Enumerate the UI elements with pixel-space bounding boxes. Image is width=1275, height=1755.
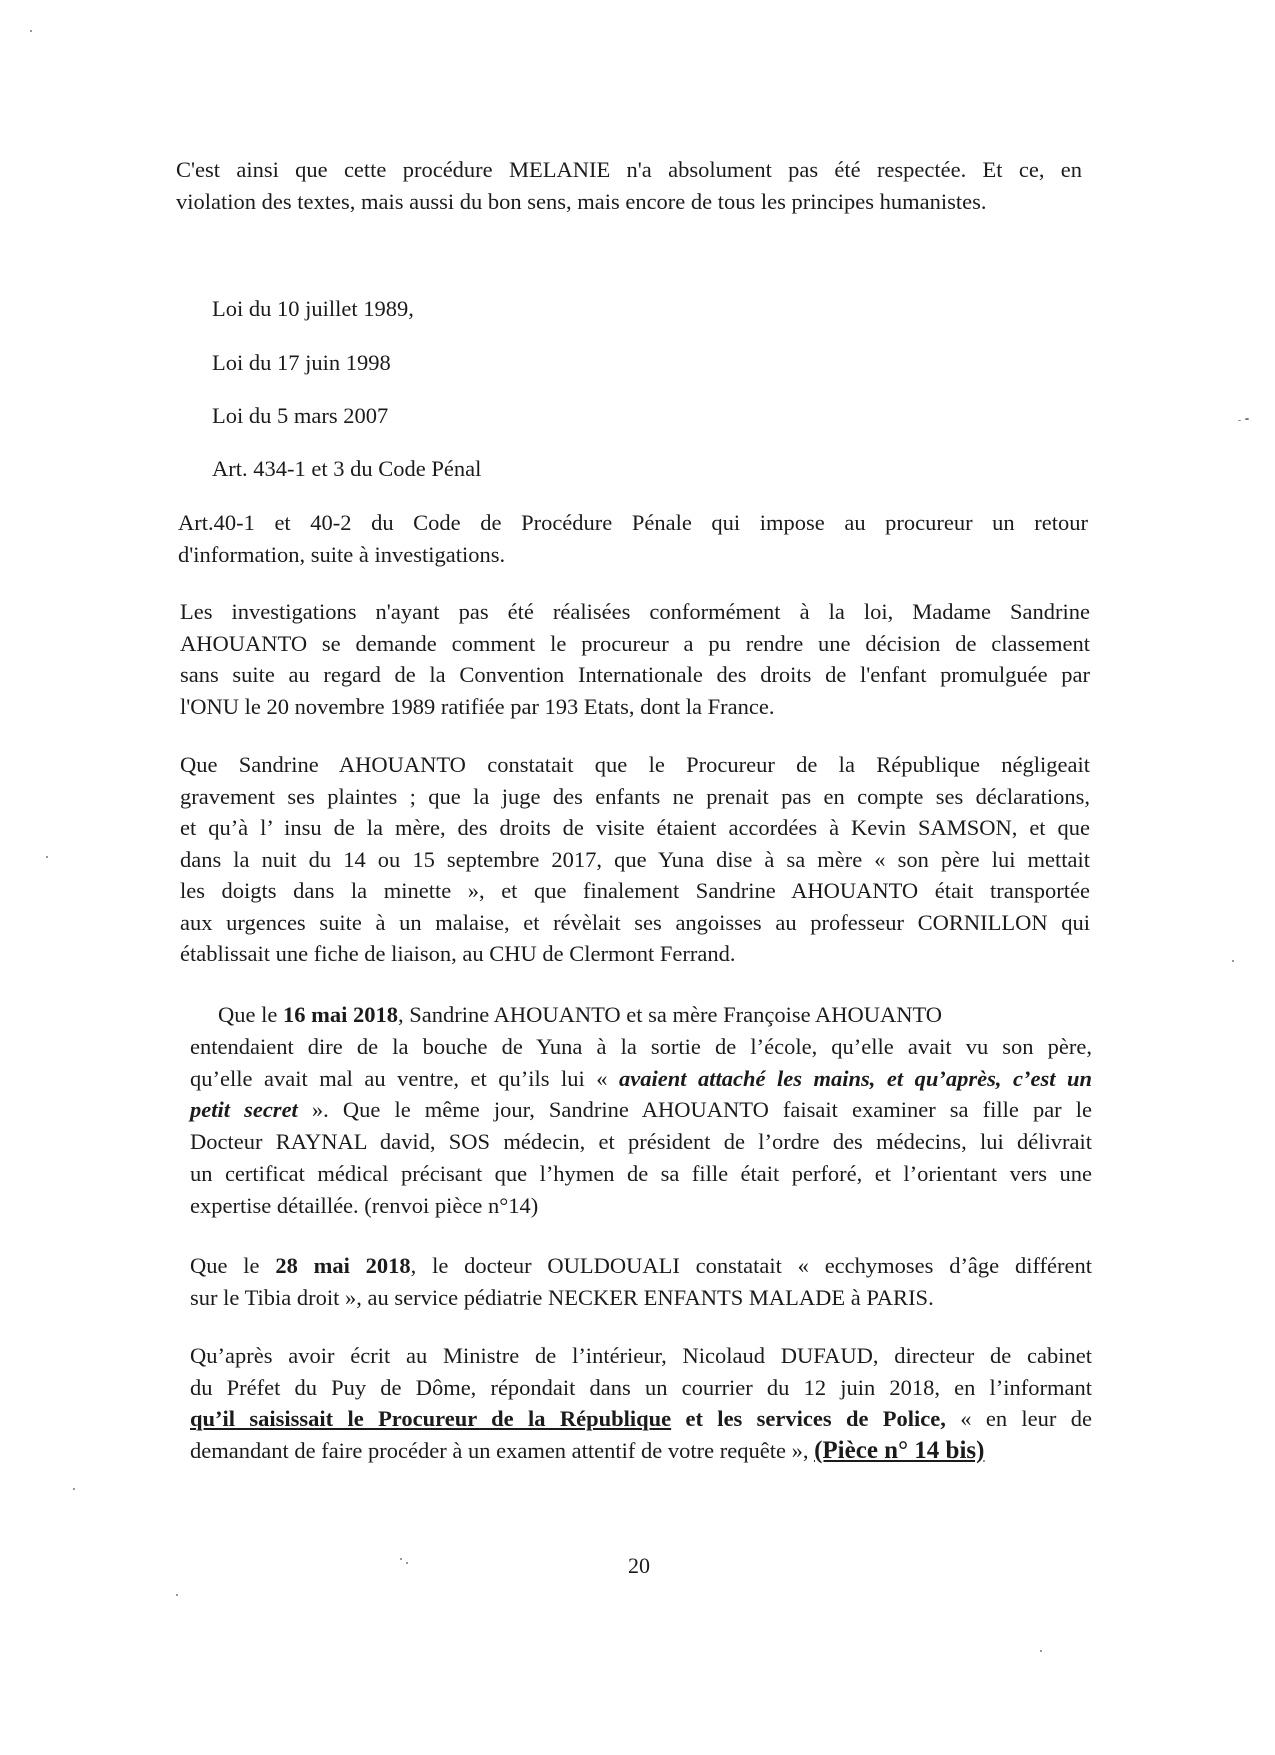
- text-line: Les investigations n'ayant pas été réalisées conformément à la loi, Madame Sandrine: [180, 599, 1090, 624]
- page-number: 20: [628, 1553, 650, 1578]
- text-line: AHOUANTO se demande comment le procureur a pu rendre une décision de classement: [180, 630, 1090, 656]
- intro-line-2: violation des textes, mais aussi du bon sens, mais encore de tous les principes humanistes.: [176, 188, 987, 214]
- text-line: [190, 999, 1092, 1031]
- text-line: gravement ses plaintes ; que la juge des enfants ne prenait pas en compte ses déclarations,: [180, 783, 1090, 809]
- scan-speck: [176, 1594, 178, 1596]
- text-line: [190, 1063, 1092, 1095]
- text-line: les doigts dans la minette », et que finalement Sandrine AHOUANTO était transportée: [180, 878, 1090, 903]
- text-line: un certificat médical précisant que l’hymen de sa fille était perforé, et l’orientant vers une: [190, 1160, 1092, 1186]
- piece-reference: (Pièce n° 14 bis): [814, 1436, 985, 1464]
- text-fragment: Que le: [218, 1002, 283, 1027]
- law-item: Loi du 5 mars 2007: [212, 403, 389, 428]
- scan-speck: [400, 1558, 402, 1560]
- scan-speck: [1245, 418, 1249, 420]
- art40-paragraph: [178, 507, 1088, 570]
- text-fragment: Que le: [190, 1253, 276, 1278]
- investigations-paragraph: [180, 596, 1090, 722]
- constat-paragraph: [180, 749, 1090, 970]
- date-bold: 16 mai 2018: [282, 1002, 398, 1027]
- text-line: entendaient dire de la bouche de Yuna à la sortie de l’école, qu’elle avait vu son père,: [190, 1033, 1092, 1059]
- law-item: Art. 434-1 et 3 du Code Pénal: [212, 456, 482, 481]
- art40-line-1: Art.40-1 et 40-2 du Code de Procédure Pénale qui impose au procureur un retour: [178, 510, 1088, 535]
- text-line: dans la nuit du 14 ou 15 septembre 2017, que Yuna dise à sa mère « son père lui mettait: [180, 846, 1090, 872]
- scan-speck: [1232, 960, 1234, 962]
- text-line: établissait une fiche de liaison, au CHU de Clermont Ferrand.: [180, 941, 736, 966]
- text-line: aux urgences suite à un malaise, et révèlait ses angoisses au professeur CORNILLON qui: [180, 909, 1090, 935]
- underlined-bold-text: qu’il saisissait le Procureur de la République: [190, 1406, 672, 1431]
- ministre-paragraph: [190, 1340, 1092, 1466]
- scan-speck: [73, 1488, 75, 1490]
- text-fragment: ». Que le même jour, Sandrine AHOUANTO faisait examiner sa fille par le: [297, 1097, 1092, 1123]
- text-line: sans suite au regard de la Convention Internationale des droits de l'enfant promulguée par: [180, 662, 1090, 687]
- text-fragment: demandant de faire procéder à un examen attentif de votre requête »,: [190, 1437, 815, 1463]
- scan-speck: [1238, 420, 1241, 421]
- intro-line-1: C'est ainsi que cette procédure MELANIE n'a absolument pas été respectée. Et ce, en: [176, 157, 1082, 182]
- text-line: Que Sandrine AHOUANTO constatait que le Procureur de la République négligeait: [180, 752, 1090, 777]
- text-line: [190, 1094, 1092, 1126]
- text-line: Docteur RAYNAL david, SOS médecin, et président de l’ordre des médecins, lui délivrait: [190, 1129, 1092, 1155]
- art40-line-2: d'information, suite à investigations.: [178, 541, 506, 567]
- law-item: Loi du 17 juin 1998: [212, 350, 391, 375]
- quote-bold-italic: petit secret: [190, 1097, 298, 1123]
- text-fragment: , le docteur OULDOUALI constatait « ecchymoses d’âge différent: [410, 1253, 1092, 1278]
- scan-speck: [46, 856, 48, 858]
- text-line: l'ONU le 20 novembre 1989 ratifiée par 193 Etats, dont la France.: [180, 693, 775, 719]
- text-fragment: « en leur de: [945, 1406, 1092, 1431]
- text-line: [190, 1435, 1092, 1467]
- text-line: expertise détaillée. (renvoi pièce n°14): [190, 1192, 539, 1218]
- text-fragment: , Sandrine AHOUANTO et sa mère Françoise AHOUANTO: [397, 1002, 943, 1027]
- scan-speck: [406, 1562, 408, 1564]
- text-line: [190, 1403, 1092, 1435]
- date-bold: 28 mai 2018: [275, 1253, 411, 1278]
- text-line: et qu’à l’ insu de la mère, des droits de visite étaient accordées à Kevin SAMSON, et que: [180, 815, 1090, 840]
- bold-text: et les services de Police,: [671, 1406, 946, 1431]
- law-item: Loi du 10 juillet 1989,: [212, 296, 414, 321]
- intro-paragraph: [176, 154, 1082, 217]
- scan-speck: [30, 30, 32, 32]
- scan-speck: [1040, 1650, 1042, 1652]
- text-line: sur le Tibia droit », au service pédiatrie NECKER ENFANTS MALADE à PARIS.: [190, 1284, 934, 1310]
- text-line: Qu’après avoir écrit au Ministre de l’intérieur, Nicolaud DUFAUD, directeur de cabinet: [190, 1343, 1092, 1368]
- text-line: du Préfet du Puy de Dôme, répondait dans un courrier du 12 juin 2018, en l’informant: [190, 1374, 1092, 1400]
- text-line: [190, 1250, 1092, 1282]
- text-fragment: qu’elle avait mal au ventre, et qu’ils lui «: [190, 1065, 619, 1091]
- mai16-paragraph: [190, 999, 1092, 1222]
- quote-bold-italic: avaient attaché les mains, et qu’après, c’est un: [619, 1065, 1092, 1091]
- mai28-paragraph: [190, 1250, 1092, 1313]
